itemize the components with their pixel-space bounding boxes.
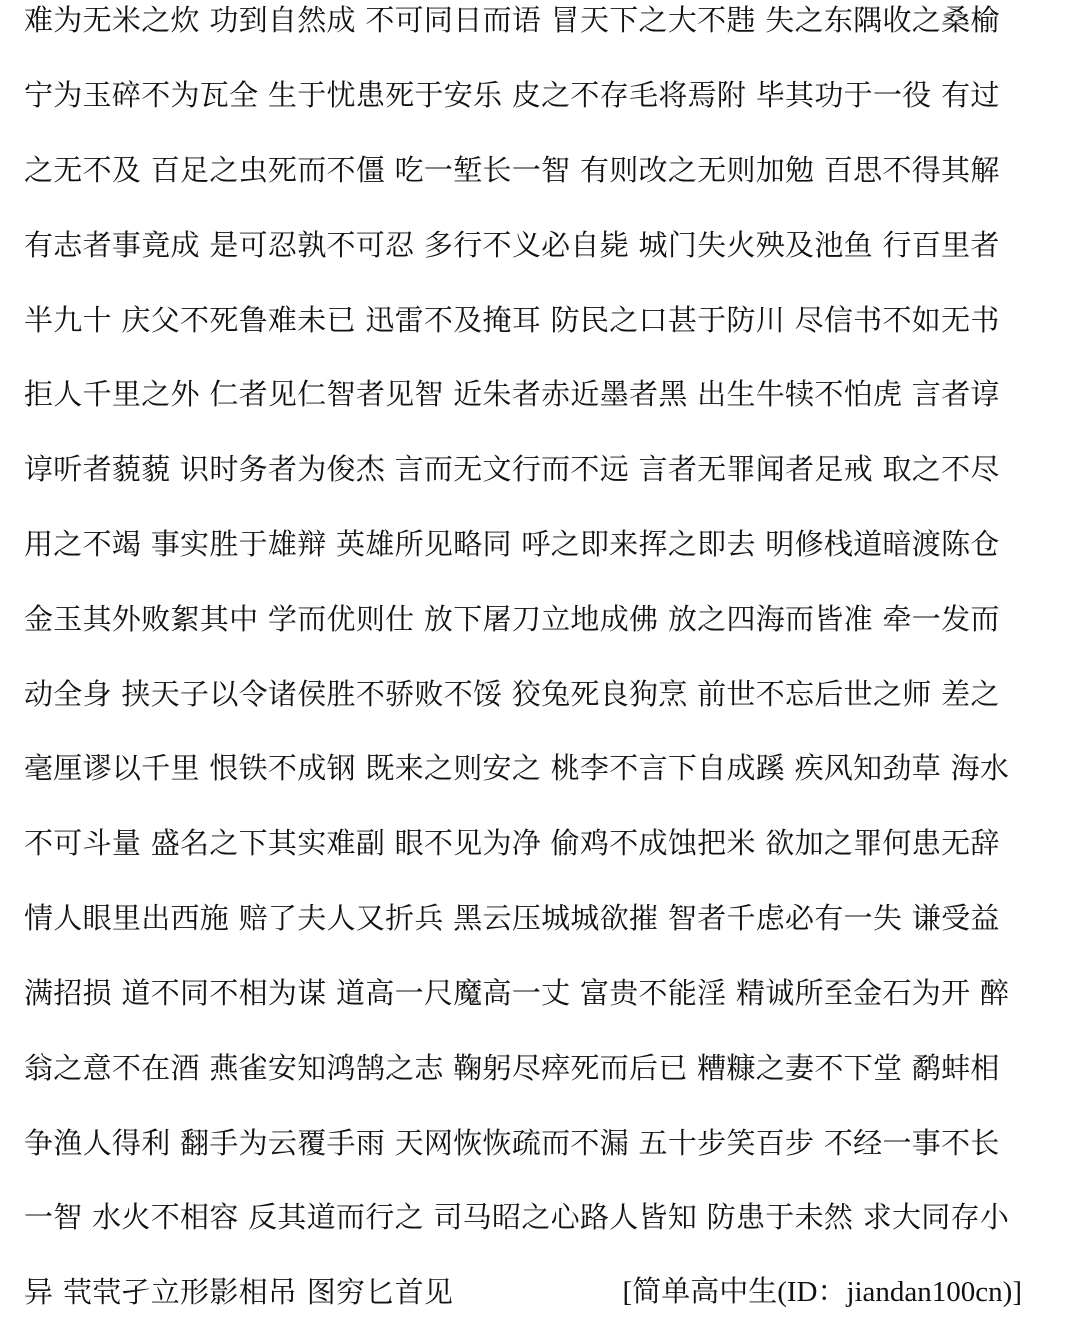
text-line: 有志者事竟成 是可忍孰不可忍 多行不义必自毙 城门失火殃及池鱼 行百里者 <box>24 228 1000 262</box>
source-note: [简单高中生(ID：jiandan100cn)] <box>622 1276 1022 1308</box>
text-line: 拒人千里之外 仁者见仁智者见智 近朱者赤近墨者黑 出生牛犊不怕虎 言者谆 <box>24 377 1000 411</box>
text-line: 之无不及 百足之虫死而不僵 吃一堑长一智 有则改之无则加勉 百思不得其解 <box>24 153 1000 187</box>
text-line: 难为无米之炊 功到自然成 不可同日而语 冒天下之大不韪 失之东隅收之桑榆 <box>24 3 1000 37</box>
text-line: 用之不竭 事实胜于雄辩 英雄所见略同 呼之即来挥之即去 明修栈道暗渡陈仓 <box>24 527 1000 561</box>
text-line: 不可斗量 盛名之下其实难副 眼不见为净 偷鸡不成蚀把米 欲加之罪何患无辞 <box>24 826 1000 860</box>
text-line: 谆听者藐藐 识时务者为俊杰 言而无文行而不远 言者无罪闻者足戒 取之不尽 <box>24 452 1000 486</box>
text-line: 异 茕茕孑立形影相吊 图穷匕首见 <box>24 1275 454 1309</box>
text-line: 争渔人得利 翻手为云覆手雨 天网恢恢疏而不漏 五十步笑百步 不经一事不长 <box>24 1126 1000 1160</box>
text-line: 翁之意不在酒 燕雀安知鸿鹄之志 鞠躬尽瘁死而后已 糟糠之妻不下堂 鹬蚌相 <box>24 1051 1000 1085</box>
text-line: 情人眼里出西施 赔了夫人又折兵 黑云压城城欲摧 智者千虑必有一失 谦受益 <box>24 901 1000 935</box>
text-line: 动全身 挟天子以令诸侯胜不骄败不馁 狡兔死良狗烹 前世不忘后世之师 差之 <box>24 677 1000 711</box>
text-line: 一智 水火不相容 反其道而行之 司马昭之心路人皆知 防患于未然 求大同存小 <box>24 1200 1010 1234</box>
text-line: 金玉其外败絮其中 学而优则仕 放下屠刀立地成佛 放之四海而皆准 牵一发而 <box>24 602 1000 636</box>
text-line: 半九十 庆父不死鲁难未已 迅雷不及掩耳 防民之口甚于防川 尽信书不如无书 <box>24 303 1000 337</box>
text-line: 满招损 道不同不相为谋 道高一尺魔高一丈 富贵不能淫 精诚所至金石为开 醉 <box>24 976 1010 1010</box>
final-line <box>24 1272 1022 1312</box>
text-line: 宁为玉碎不为瓦全 生于忧患死于安乐 皮之不存毛将焉附 毕其功于一役 有过 <box>24 78 1000 112</box>
text-line: 毫厘谬以千里 恨铁不成钢 既来之则安之 桃李不言下自成蹊 疾风知劲草 海水 <box>24 751 1010 785</box>
